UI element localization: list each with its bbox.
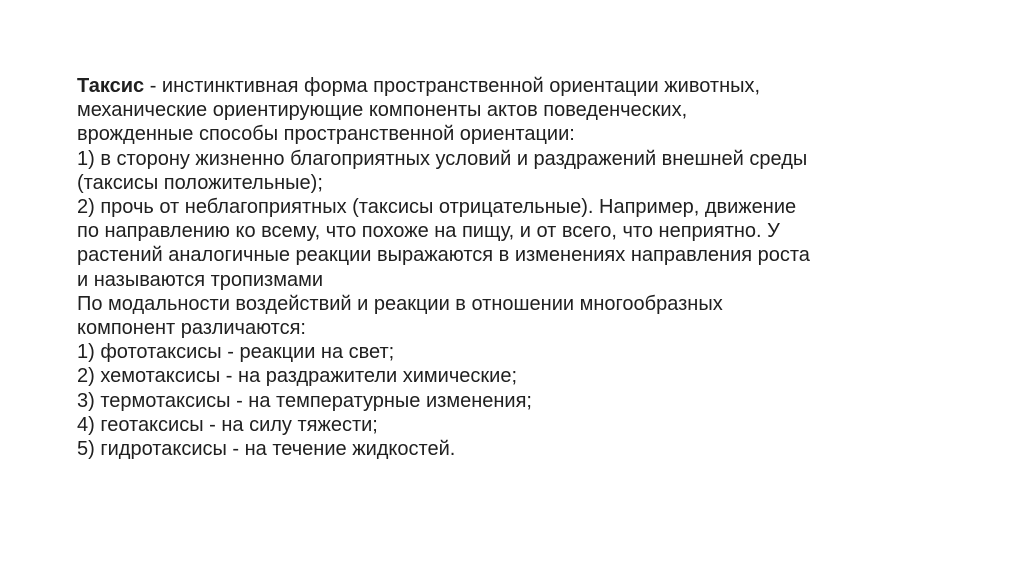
text-line-7: по направлению ко всему, что похоже на пищу, и от всего, что неприятно. У	[77, 220, 780, 243]
text-line-11: компонент различаются:	[77, 317, 306, 340]
list-item-chemotaxis: 2) хемотаксисы - на раздражители химические;	[77, 365, 517, 388]
body-text	[77, 74, 977, 461]
text-line-9: и называются тропизмами	[77, 268, 323, 291]
text-line-6: 2) прочь от неблагоприятных (таксисы отрицательные). Например, движение	[77, 196, 797, 219]
text-line-4: 1) в сторону жизненно благоприятных условий и раздражений внешней среды	[77, 147, 808, 170]
text-line-8: растений аналогичные реакции выражаются в изменениях направления роста	[77, 244, 810, 267]
text-line-10: По модальности воздействий и реакции в отношении многообразных	[77, 292, 723, 315]
list-item-thermotaxis: 3) термотаксисы - на температурные изменения;	[77, 389, 532, 412]
list-item-geotaxis: 4) геотаксисы - на силу тяжести;	[77, 413, 378, 436]
definition-text: - инстинктивная форма пространственной ориентации животных,	[144, 75, 761, 97]
text-line-2: механические ориентирующие компоненты актов поведенческих,	[77, 99, 688, 122]
term-taxis: Таксис	[77, 75, 145, 97]
text-line-3: врожденные способы пространственной ориентации:	[77, 123, 575, 146]
text-line-1	[77, 74, 977, 98]
list-item-phototaxis: 1) фототаксисы - реакции на свет;	[77, 341, 395, 364]
list-item-hydrotaxis: 5) гидротаксисы - на течение жидкостей.	[77, 438, 456, 461]
text-line-5: (таксисы положительные);	[77, 171, 323, 194]
